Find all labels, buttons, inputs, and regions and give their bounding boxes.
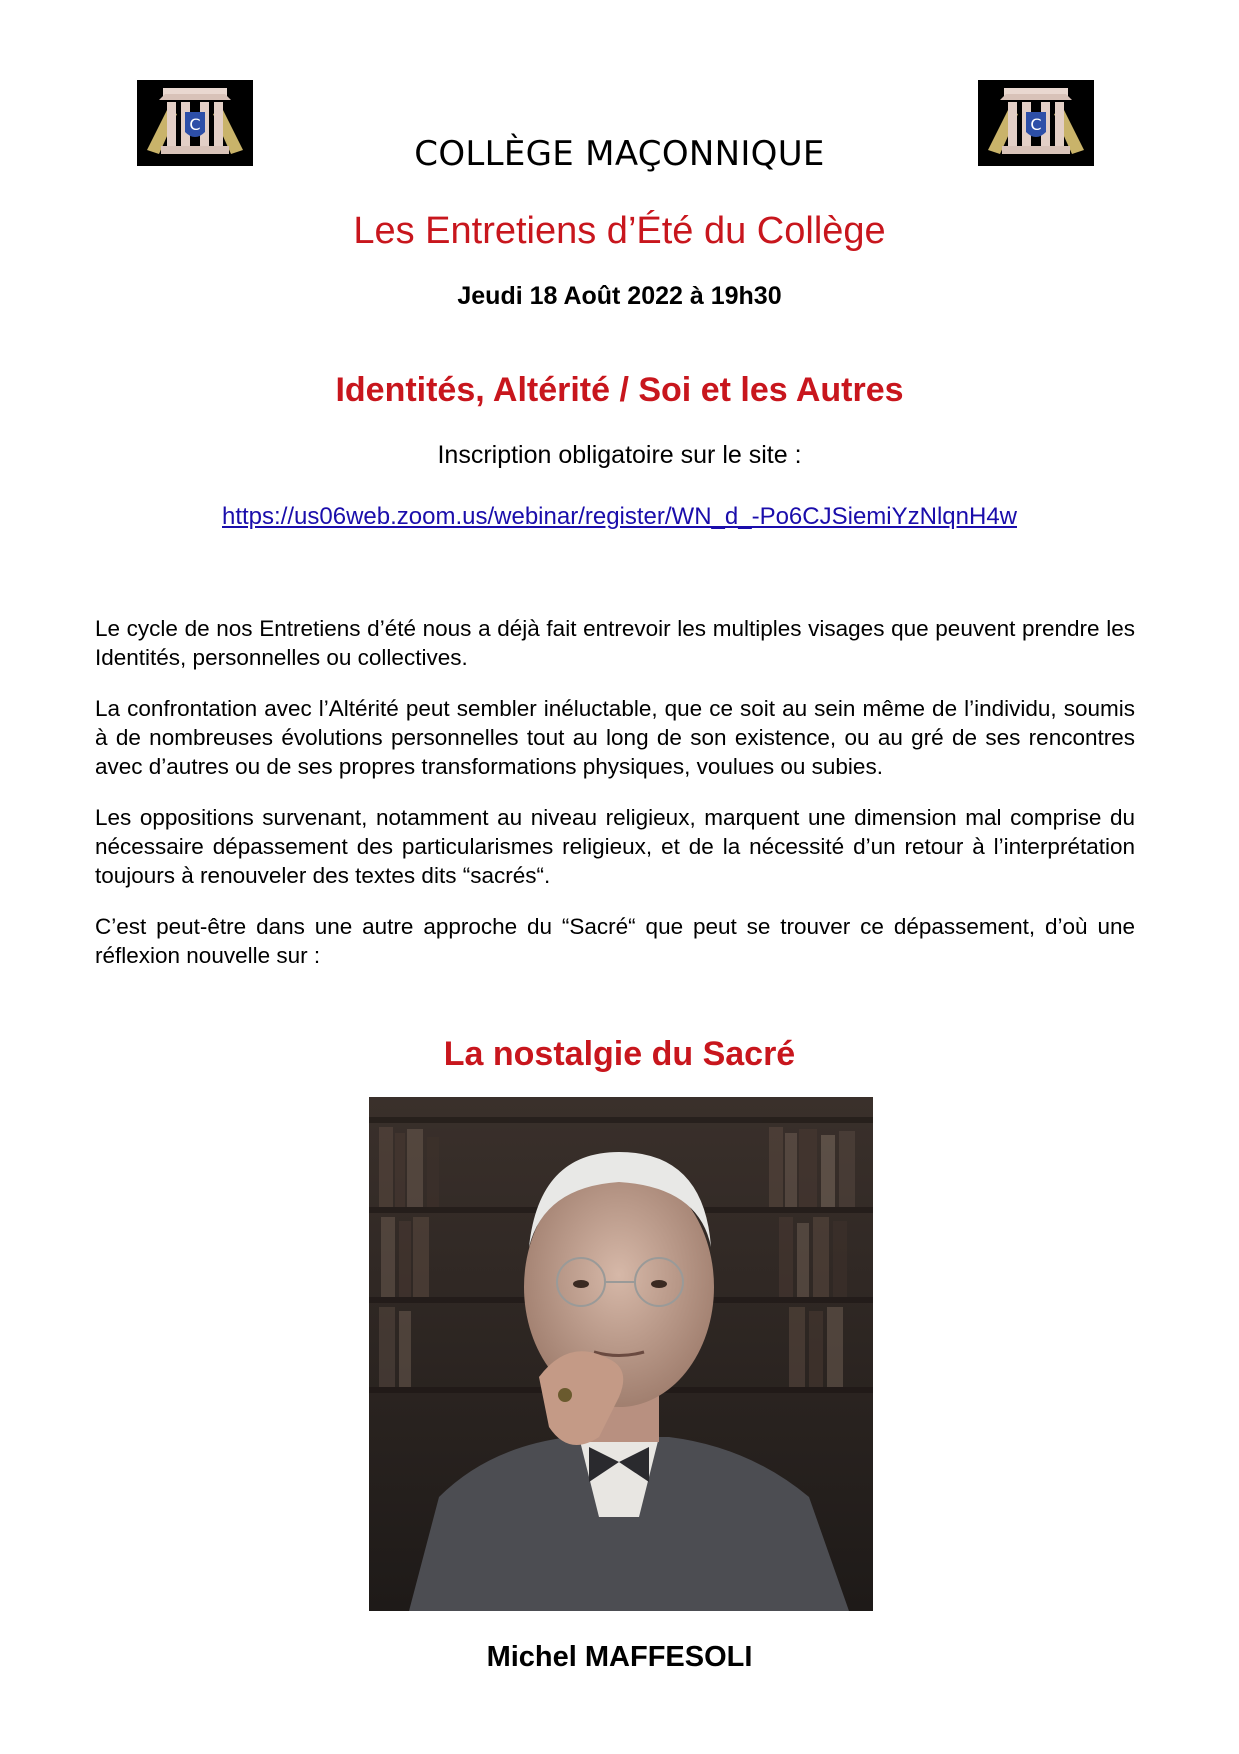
registration-link[interactable]: https://us06web.zoom.us/webinar/register/WN_d_-Po6CJSiemiYzNlqnH4w: [222, 503, 1017, 530]
speaker-portrait: [369, 1097, 873, 1611]
college-title: COLLÈGE MAÇONNIQUE: [414, 134, 825, 174]
svg-text:C: C: [1030, 115, 1042, 134]
paragraph: La confrontation avec l’Altérité peut sembler inéluctable, que ce soit au sein même de l’individu, soumis à de nombreuses évolutions personnelles tout au long de son existence, ou au gré de ses rencontres avec d’autres ou de ses propres transformations physiques, voulues ou subies.: [95, 696, 1135, 779]
paragraph: Le cycle de nos Entretiens d’été nous a déjà fait entrevoir les multiples visages que peuvent prendre les Identités, personnelles ou collectives.: [95, 616, 1135, 670]
series-title: Les Entretiens d’Été du Collège: [353, 210, 886, 252]
registration-label: Inscription obligatoire sur le site :: [437, 441, 802, 469]
event-date: Jeudi 18 Août 2022 à 19h30: [457, 282, 782, 310]
talk-title: La nostalgie du Sacré: [443, 1035, 796, 1073]
paragraph: C’est peut-être dans une autre approche du “Sacré“ que peut se trouver ce dépassement, d’où une réflexion nouvelle sur :: [95, 914, 1135, 968]
paragraph: Les oppositions survenant, notamment au niveau religieux, marquent une dimension mal comprise du nécessaire dépassement des particularismes religieux, et de la nécessité d’un retour à l’interprétation toujours à renouveler des textes dits “sacrés“.: [95, 805, 1135, 888]
event-theme: Identités, Altérité / Soi et les Autres: [335, 371, 904, 409]
svg-text:C: C: [189, 115, 201, 134]
speaker-name: Michel MAFFESOLI: [486, 1641, 753, 1673]
body-text: [95, 614, 1135, 992]
